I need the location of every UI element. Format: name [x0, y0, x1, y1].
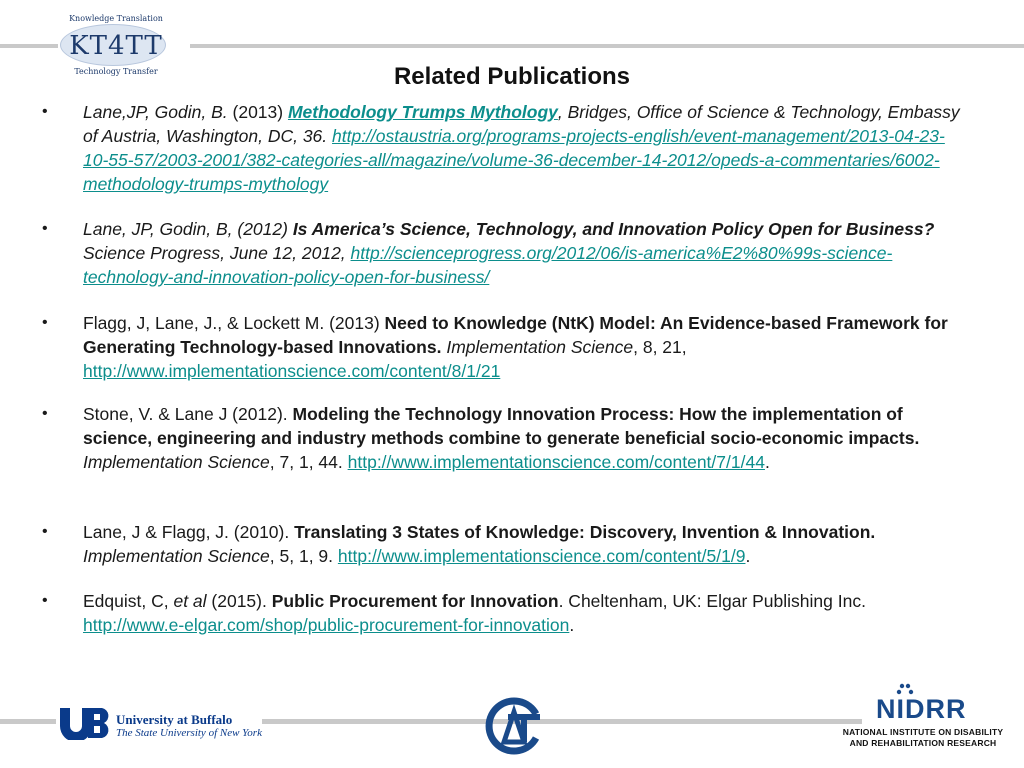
kt4tt-caption-top: Knowledge Translation	[69, 14, 163, 23]
reference-url-link[interactable]: http://www.implementationscience.com/content/7/1/44	[347, 452, 765, 472]
cat-emblem-icon	[484, 696, 544, 756]
reference-journal: Implementation Science	[83, 452, 270, 472]
reference-year: (2015).	[206, 591, 272, 611]
bullet: •	[42, 220, 48, 237]
reference-text	[83, 217, 963, 289]
reference-et-al: et al	[173, 591, 207, 611]
bullet: •	[42, 405, 48, 422]
nidrr-wordmark: NIDRR	[876, 694, 967, 724]
reference-details: , 8, 21,	[633, 337, 687, 357]
nidrr-subtitle-line2: AND REHABILITATION RESEARCH	[849, 738, 997, 748]
bullet: •	[42, 523, 48, 540]
kt4tt-caption-bottom: Technology Transfer	[74, 67, 158, 76]
ub-name: University at Buffalo	[116, 712, 233, 727]
reference-title: Need to Knowledge (NtK) Model: An Evidence-based Framework for Generating Technology-based Innovations.	[83, 313, 948, 357]
nidrr-logo	[838, 682, 1008, 754]
reference-title: Public Procurement for Innovation	[271, 591, 559, 611]
reference-details: Science Progress, June 12, 2012,	[83, 243, 351, 263]
reference-text	[83, 520, 963, 568]
ub-subtitle: The State University of New York	[116, 727, 262, 739]
footer-rule-left	[0, 719, 56, 724]
reference-text	[83, 589, 963, 637]
page-title: Related Publications	[393, 63, 631, 90]
reference-url-link[interactable]: http://www.implementationscience.com/content/8/1/21	[83, 361, 501, 381]
header-rule-left	[0, 44, 58, 48]
kt4tt-wordmark: KT4TT	[69, 31, 163, 61]
reference-suffix: .	[764, 452, 770, 472]
reference-title-link[interactable]: Methodology Trumps Mythology	[287, 102, 558, 122]
reference-text	[83, 402, 963, 474]
bullet: •	[42, 314, 48, 331]
reference-url-link[interactable]: http://ostaustria.org/programs-projects-english/event-management/2013-04-23-10-55-57/2003-2001/382-categories-all/magazine/volume-36-december-14-2012/opeds-a-commentaries/6002-methodology-trumps-mythology	[83, 126, 945, 194]
reference-details: , Bridges, Office of Science & Technology, Embassy of Austria, Washington, DC, 36.	[83, 102, 960, 146]
reference-authors: Lane,JP, Godin, B.	[83, 102, 228, 122]
bullet: •	[42, 103, 48, 120]
reference-prefix: Lane, JP, Godin, B, (2012)	[83, 219, 293, 239]
reference-prefix: Lane, J & Flagg, J. (2010).	[83, 522, 295, 542]
header-rule-right	[190, 44, 1024, 48]
reference-suffix: .	[745, 546, 751, 566]
reference-title: Is America’s Science, Technology, and Innovation Policy Open for Business?	[292, 219, 935, 239]
reference-year: (2013)	[227, 102, 288, 122]
reference-details: , 7, 1, 44.	[269, 452, 343, 472]
reference-text	[83, 100, 963, 196]
ub-monogram-icon	[58, 706, 112, 740]
reference-prefix: Flagg, J, Lane, J., & Lockett M. (2013)	[83, 313, 385, 333]
reference-journal: Implementation Science	[83, 546, 270, 566]
reference-title: Modeling the Technology Innovation Process: How the implementation of science, engineering and industry methods combine to generate beneficial socio-economic impacts.	[83, 404, 920, 448]
reference-url-link[interactable]: http://scienceprogress.org/2012/06/is-america%E2%80%99s-science-technology-and-innovation-policy-open-for-business/	[83, 243, 893, 287]
nidrr-subtitle-line1: NATIONAL INSTITUTE ON DISABILITY	[842, 727, 1004, 737]
reference-text	[83, 311, 963, 383]
reference-prefix: Stone, V. & Lane J (2012).	[83, 404, 293, 424]
reference-details: . Cheltenham, UK: Elgar Publishing Inc.	[558, 591, 866, 611]
cat-logo	[484, 696, 544, 756]
university-at-buffalo-logo	[58, 706, 262, 742]
footer-rule-mid	[262, 719, 862, 724]
reference-url-link[interactable]: http://www.e-elgar.com/shop/public-procurement-for-innovation	[83, 615, 570, 635]
bullet: •	[42, 592, 48, 609]
reference-journal: Implementation Science	[446, 337, 634, 357]
reference-title: Translating 3 States of Knowledge: Discovery, Invention & Innovation.	[294, 522, 876, 542]
reference-prefix: Edquist, C,	[83, 591, 174, 611]
reference-suffix: .	[569, 615, 575, 635]
reference-details: , 5, 1, 9.	[269, 546, 338, 566]
reference-url-link[interactable]: http://www.implementationscience.com/content/5/1/9	[337, 546, 746, 566]
